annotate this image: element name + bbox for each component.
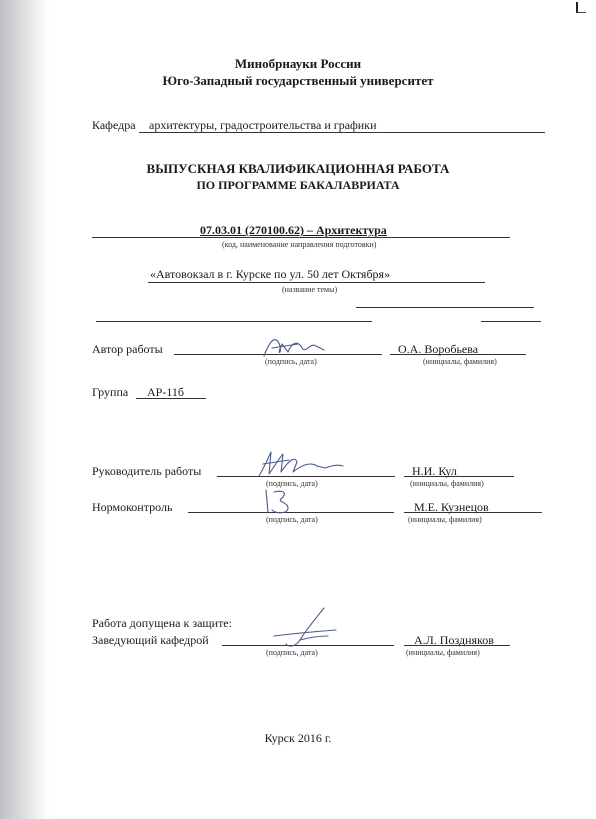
normcontrol-name: М.Е. Кузнецов xyxy=(414,500,489,514)
department-name: архитектуры, градостроительства и графики xyxy=(149,118,377,132)
head-signature-caption: (подпись, дата) xyxy=(266,648,318,657)
topic-underline xyxy=(148,282,485,283)
head-of-department-label: Заведующий кафедрой xyxy=(92,633,209,647)
supervisor-signature-caption: (подпись, дата) xyxy=(266,479,318,488)
blank-line-3 xyxy=(481,321,541,322)
direction-caption: (код, наименование направления подготовки) xyxy=(222,240,377,249)
head-name-caption: (инициалы, фамилия) xyxy=(406,648,480,657)
author-label: Автор работы xyxy=(92,342,163,356)
author-name: О.А. Воробьева xyxy=(398,342,479,356)
topic-value: «Автовокзал в г. Курске по ул. 50 лет Октября» xyxy=(150,267,391,281)
head-signature xyxy=(270,606,342,650)
work-type-line1: ВЫПУСКНАЯ КВАЛИФИКАЦИОННАЯ РАБОТА xyxy=(146,161,450,176)
author-signature-caption: (подпись, дата) xyxy=(265,357,317,366)
normcontrol-signature xyxy=(258,484,298,516)
head-name-underline xyxy=(404,645,510,646)
author-name-caption: (инициалы, фамилия) xyxy=(423,357,497,366)
blank-line-2 xyxy=(96,321,372,322)
group-value: АР-11б xyxy=(147,385,184,399)
author-name-underline xyxy=(390,354,526,355)
normcontrol-name-caption: (инициалы, фамилия) xyxy=(408,515,482,524)
department-label: Кафедра xyxy=(92,118,136,132)
supervisor-name-underline xyxy=(404,476,514,477)
department-underline xyxy=(139,132,545,133)
work-type-line2: ПО ПРОГРАММЕ БАКАЛАВРИАТА xyxy=(196,178,400,192)
place-and-year: Курск 2016 г. xyxy=(264,731,332,745)
normcontrol-name-underline xyxy=(404,512,542,513)
topic-caption: (название темы) xyxy=(282,285,338,294)
supervisor-name-caption: (инициалы, фамилия) xyxy=(410,479,484,488)
supervisor-name: Н.И. Кул xyxy=(412,464,457,478)
normcontrol-signature-caption: (подпись, дата) xyxy=(266,515,318,524)
normcontrol-label: Нормоконтроль xyxy=(92,500,173,514)
admission-text: Работа допущена к защите: xyxy=(92,616,232,630)
group-underline xyxy=(136,398,206,399)
supervisor-label: Руководитель работы xyxy=(92,464,202,478)
group-label: Группа xyxy=(92,385,129,399)
supervisor-signature xyxy=(255,448,347,480)
direction-value: 07.03.01 (270100.62) – Архитектура xyxy=(200,223,387,237)
ministry-name: Минобрнауки России xyxy=(234,56,362,71)
university-name: Юго-Западный государственный университет xyxy=(162,73,434,88)
head-name: А.Л. Поздняков xyxy=(414,633,494,647)
blank-line-1 xyxy=(356,307,534,308)
